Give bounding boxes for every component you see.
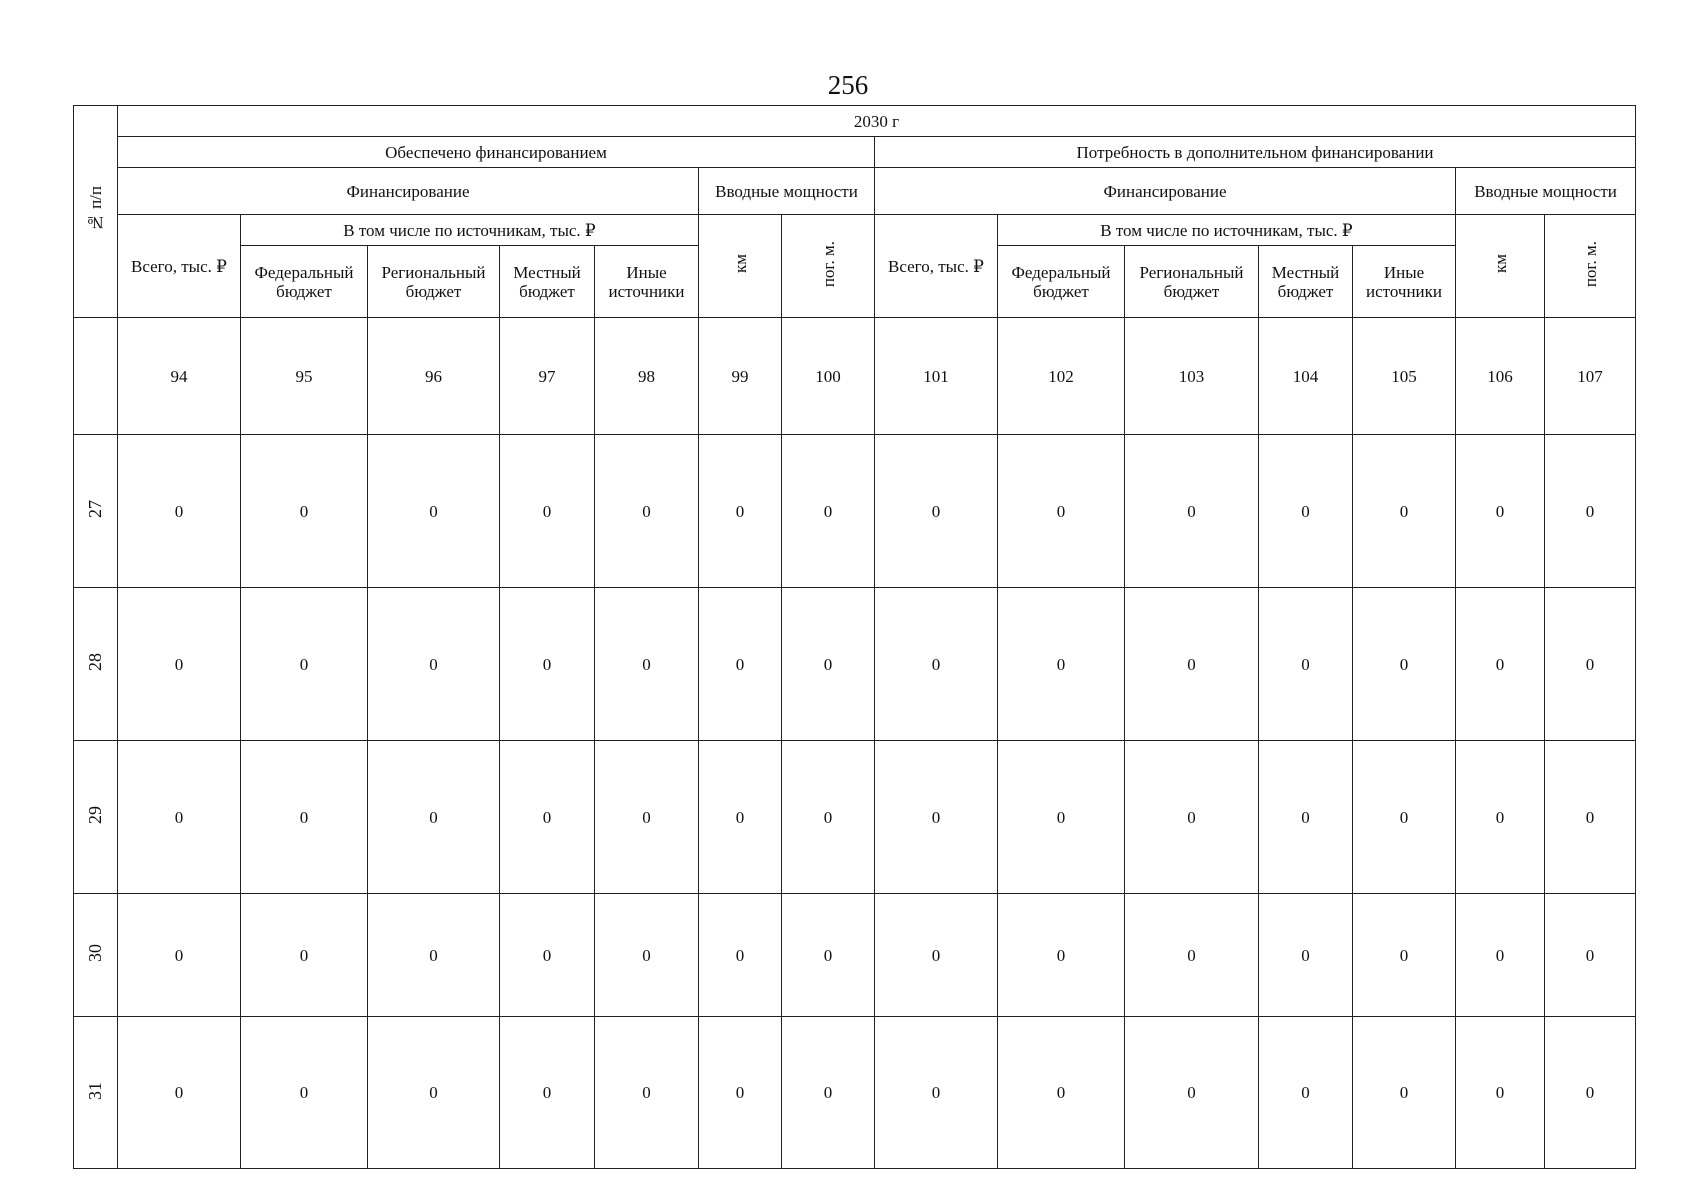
value-cell: 0 — [1456, 741, 1545, 894]
provided-meters-label: пог. м. — [818, 240, 838, 288]
value-cell: 0 — [699, 741, 782, 894]
value-cell: 0 — [1353, 1017, 1456, 1169]
value-cell: 0 — [118, 588, 241, 741]
value-cell: 0 — [241, 588, 368, 741]
value-cell: 0 — [1456, 588, 1545, 741]
column-number: 107 — [1545, 318, 1636, 435]
row-number-label: 30 — [85, 944, 105, 962]
value-cell: 0 — [998, 435, 1125, 588]
value-cell: 0 — [118, 741, 241, 894]
value-cell: 0 — [500, 741, 595, 894]
row-num-header — [74, 106, 118, 318]
value-cell: 0 — [998, 588, 1125, 741]
provided-meters-header — [782, 215, 875, 318]
column-number: 97 — [500, 318, 595, 435]
value-cell: 0 — [782, 588, 875, 741]
value-cell: 0 — [782, 894, 875, 1017]
value-cell: 0 — [1125, 894, 1259, 1017]
value-cell: 0 — [875, 741, 998, 894]
needed-km-label: км — [1490, 254, 1510, 274]
value-cell: 0 — [368, 894, 500, 1017]
value-cell: 0 — [368, 588, 500, 741]
row-number-label: 28 — [85, 653, 105, 671]
header-row-sources — [74, 215, 1636, 246]
table-row — [74, 741, 1636, 894]
year-header: 2030 г — [118, 106, 1636, 137]
row-number-label: 29 — [85, 806, 105, 824]
row-number — [74, 1017, 118, 1169]
column-number: 95 — [241, 318, 368, 435]
needed-other-header: Иные источники — [1353, 246, 1456, 318]
column-number: 102 — [998, 318, 1125, 435]
value-cell: 0 — [500, 435, 595, 588]
row-number — [74, 894, 118, 1017]
needed-regional-header: Региональный бюджет — [1125, 246, 1259, 318]
value-cell: 0 — [699, 588, 782, 741]
value-cell: 0 — [500, 1017, 595, 1169]
row-number — [74, 435, 118, 588]
column-number: 99 — [699, 318, 782, 435]
column-number: 106 — [1456, 318, 1545, 435]
page-number: 256 — [827, 70, 869, 100]
value-cell: 0 — [368, 1017, 500, 1169]
provided-federal-header: Федеральный бюджет — [241, 246, 368, 318]
column-number-blank — [74, 318, 118, 435]
value-cell: 0 — [1259, 588, 1353, 741]
table-row — [74, 894, 1636, 1017]
needed-local-header: Местный бюджет — [1259, 246, 1353, 318]
value-cell: 0 — [1353, 894, 1456, 1017]
value-cell: 0 — [1259, 1017, 1353, 1169]
value-cell: 0 — [1125, 435, 1259, 588]
value-cell: 0 — [241, 435, 368, 588]
value-cell: 0 — [699, 1017, 782, 1169]
table-row — [74, 435, 1636, 588]
row-number — [74, 588, 118, 741]
header-row-groups — [74, 137, 1636, 168]
needed-capacity-header: Вводные мощности — [1456, 168, 1636, 215]
value-cell: 0 — [595, 741, 699, 894]
provided-regional-header: Региональный бюджет — [368, 246, 500, 318]
column-number: 101 — [875, 318, 998, 435]
value-cell: 0 — [595, 435, 699, 588]
value-cell: 0 — [1125, 1017, 1259, 1169]
needed-federal-header: Федеральный бюджет — [998, 246, 1125, 318]
provided-financing-header: Финансирование — [118, 168, 699, 215]
row-number-label: 31 — [85, 1081, 105, 1100]
value-cell: 0 — [1456, 1017, 1545, 1169]
value-cell: 0 — [699, 435, 782, 588]
value-cell: 0 — [241, 1017, 368, 1169]
column-number: 105 — [1353, 318, 1456, 435]
value-cell: 0 — [595, 588, 699, 741]
row-num-header-label: № п/п — [86, 186, 105, 233]
value-cell: 0 — [998, 1017, 1125, 1169]
value-cell: 0 — [500, 894, 595, 1017]
value-cell: 0 — [368, 435, 500, 588]
value-cell: 0 — [782, 435, 875, 588]
value-cell: 0 — [875, 588, 998, 741]
provided-total-header: Всего, тыс. ₽ — [118, 215, 241, 318]
value-cell: 0 — [998, 741, 1125, 894]
provided-header: Обеспечено финансированием — [118, 137, 875, 168]
needed-km-header — [1456, 215, 1545, 318]
value-cell: 0 — [1353, 435, 1456, 588]
value-cell: 0 — [875, 894, 998, 1017]
value-cell: 0 — [875, 1017, 998, 1169]
provided-sources-header: В том числе по источникам, тыс. ₽ — [241, 215, 699, 246]
needed-meters-label: пог. м. — [1580, 240, 1600, 288]
header-row-sections — [74, 168, 1636, 215]
value-cell: 0 — [1456, 894, 1545, 1017]
column-number-row — [74, 318, 1636, 435]
value-cell: 0 — [699, 894, 782, 1017]
row-number-label: 27 — [85, 500, 105, 518]
value-cell: 0 — [1545, 588, 1636, 741]
column-number: 96 — [368, 318, 500, 435]
column-number: 104 — [1259, 318, 1353, 435]
column-number: 100 — [782, 318, 875, 435]
column-number: 103 — [1125, 318, 1259, 435]
value-cell: 0 — [118, 435, 241, 588]
value-cell: 0 — [1125, 741, 1259, 894]
value-cell: 0 — [241, 894, 368, 1017]
value-cell: 0 — [1456, 435, 1545, 588]
table-row — [74, 588, 1636, 741]
value-cell: 0 — [118, 894, 241, 1017]
value-cell: 0 — [782, 741, 875, 894]
value-cell: 0 — [1259, 894, 1353, 1017]
value-cell: 0 — [1259, 435, 1353, 588]
needed-header: Потребность в дополнительном финансировании — [875, 137, 1636, 168]
value-cell: 0 — [118, 1017, 241, 1169]
value-cell: 0 — [998, 894, 1125, 1017]
table-row — [74, 1017, 1636, 1169]
value-cell: 0 — [595, 894, 699, 1017]
value-cell: 0 — [1545, 741, 1636, 894]
provided-local-header: Местный бюджет — [500, 246, 595, 318]
provided-km-header — [699, 215, 782, 318]
financing-table — [73, 105, 1636, 1169]
provided-km-label: км — [730, 254, 750, 274]
needed-meters-header — [1545, 215, 1636, 318]
column-number: 94 — [118, 318, 241, 435]
value-cell: 0 — [500, 588, 595, 741]
value-cell: 0 — [241, 741, 368, 894]
value-cell: 0 — [1545, 435, 1636, 588]
column-number: 98 — [595, 318, 699, 435]
header-row-year — [74, 106, 1636, 137]
value-cell: 0 — [1353, 588, 1456, 741]
value-cell: 0 — [782, 1017, 875, 1169]
provided-capacity-header: Вводные мощности — [699, 168, 875, 215]
value-cell: 0 — [875, 435, 998, 588]
value-cell: 0 — [1353, 741, 1456, 894]
value-cell: 0 — [1545, 1017, 1636, 1169]
value-cell: 0 — [1545, 894, 1636, 1017]
needed-sources-header: В том числе по источникам, тыс. ₽ — [998, 215, 1456, 246]
value-cell: 0 — [1259, 741, 1353, 894]
row-number — [74, 741, 118, 894]
provided-other-header: Иные источники — [595, 246, 699, 318]
needed-total-header: Всего, тыс. ₽ — [875, 215, 998, 318]
value-cell: 0 — [368, 741, 500, 894]
needed-financing-header: Финансирование — [875, 168, 1456, 215]
value-cell: 0 — [1125, 588, 1259, 741]
value-cell: 0 — [595, 1017, 699, 1169]
